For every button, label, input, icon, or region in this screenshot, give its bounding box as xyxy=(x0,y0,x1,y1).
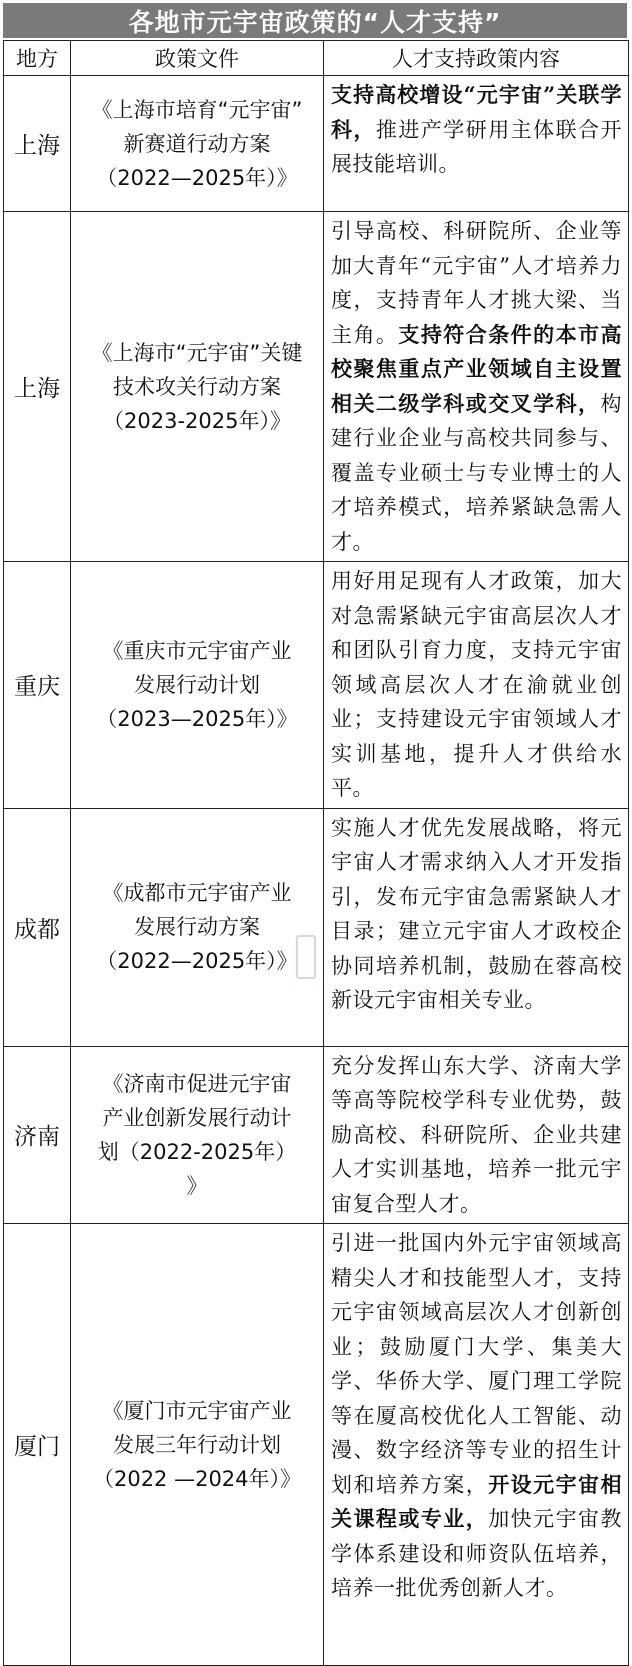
policy-doc-line: 发展行动方案 xyxy=(134,915,260,939)
content-text: 推进产学研用主体联合开展技能培训。 xyxy=(331,117,623,176)
talent-content-cell xyxy=(324,562,629,809)
table-row xyxy=(4,1224,629,1666)
content-text: 引进一批国内外元宇宙领域高精尖人才和技能型人才，支持元宇宙领域高层次人才创新创业；鼓励厦门大学、集美大学、华侨大学、厦门理工学院等在厦高校优化人工智能、动漫、数字经济等专业的招生计划和培养方案， xyxy=(331,1231,622,1497)
content-text: 构建行业企业与高校共同参与、覆盖专业硕士与专业博士的人才培养模式，培养紧缺急需人才。 xyxy=(331,391,622,554)
policy-doc-cell xyxy=(71,808,324,1046)
content-text: 用好用足现有人才政策，加大对急需紧缺元宇宙高层次人才和团队引育力度，支持元宇宙领域高层次人才在渝就业创业；支持建设元宇宙领域人才实训基地，提升人才供给水平。 xyxy=(331,569,622,800)
policy-doc-line: （2023—2025年）》 xyxy=(96,706,298,731)
policy-doc-line: 《上海市“元宇宙”关键 xyxy=(91,340,303,365)
region-cell: 济南 xyxy=(4,1046,71,1224)
watermark-seal xyxy=(296,935,316,979)
policy-doc-line: （2023-2025年）》 xyxy=(103,408,291,433)
talent-content-cell xyxy=(324,808,629,1046)
policy-doc-line: 《成都市元宇宙产业 xyxy=(102,881,292,905)
header-policy-doc: 政策文件 xyxy=(71,41,324,76)
page-title: 各地市元宇宙政策的“人才支持” xyxy=(3,3,627,38)
policy-doc-cell xyxy=(71,212,324,562)
table-row xyxy=(4,562,629,809)
table-row xyxy=(4,808,629,1046)
policy-doc-line: 《重庆市元宇宙产业 xyxy=(102,638,292,663)
policy-doc-line: 《上海市培育“元宇宙” xyxy=(91,97,303,122)
region-cell: 重庆 xyxy=(4,562,71,809)
talent-content-cell xyxy=(324,1046,629,1224)
bold-text: 支持高校增设“元宇宙”关联学科， xyxy=(331,82,622,142)
policy-doc-cell xyxy=(71,562,324,809)
table-row xyxy=(4,212,629,562)
talent-content-cell xyxy=(324,212,629,562)
bold-text: 支持符合条件的本市高校聚焦重点产业领域自主设置相关二级学科或交叉学科， xyxy=(331,321,622,416)
region-cell: 上海 xyxy=(4,76,71,212)
talent-content-cell xyxy=(324,76,629,212)
region-cell: 厦门 xyxy=(4,1224,71,1666)
header-region: 地方 xyxy=(4,41,71,76)
content-text: 充分发挥山东大学、济南大学等高等院校学科专业优势，鼓励高校、科研院所、企业共建人才实训基地，培养一批元宇宙复合型人才。 xyxy=(331,1053,622,1216)
table-header-row xyxy=(4,41,629,76)
content-text: 引导高校、科研院所、企业等加大青年“元宇宙”人才培养力度，支持青年人才挑大梁、当主角。 xyxy=(331,219,622,347)
policy-doc-line: 》 xyxy=(186,1173,208,1198)
policy-doc-cell xyxy=(71,1224,324,1666)
policy-doc-line: 发展行动计划 xyxy=(134,672,260,697)
policy-doc-line: 产业创新发展行动计 xyxy=(102,1105,292,1130)
bold-text: 开设元宇宙相关课程或专业， xyxy=(331,1471,623,1531)
policy-doc-cell xyxy=(71,1046,324,1224)
policy-doc-line: 发展三年行动计划 xyxy=(113,1432,281,1457)
policy-doc-line: 《厦门市元宇宙产业 xyxy=(102,1398,292,1423)
policy-doc-line: 技术攻关行动方案 xyxy=(113,374,281,399)
region-cell: 上海 xyxy=(4,212,71,562)
table-row xyxy=(4,1046,629,1224)
region-cell: 成都 xyxy=(4,808,71,1046)
content-text: 加快元宇宙教学体系建设和师资队伍培养，培养一批优秀创新人才。 xyxy=(331,1507,623,1600)
content-text: 实施人才优先发展战略，将元宇宙人才需求纳入人才开发指引，发布元宇宙急需紧缺人才目录；建立元宇宙人才政校企协同培养机制，鼓励在蓉高校新设元宇宙相关专业。 xyxy=(331,815,622,1012)
policy-doc-line: 《济南市促进元宇宙 xyxy=(102,1071,292,1096)
header-talent-content: 人才支持政策内容 xyxy=(324,41,629,76)
policy-doc-line: （2022—2025年）》 xyxy=(96,165,298,190)
policy-table xyxy=(3,40,629,1666)
policy-doc-line: （2022 —2024年）》 xyxy=(92,1466,302,1491)
talent-content-cell xyxy=(324,1224,629,1666)
policy-doc-line: 划（2022-2025年） xyxy=(97,1139,297,1164)
policy-doc-line: 新赛道行动方案 xyxy=(123,131,271,156)
policy-doc-line: （2022—2025年）》 xyxy=(96,949,298,973)
table-row xyxy=(4,76,629,212)
policy-doc-cell xyxy=(71,76,324,212)
